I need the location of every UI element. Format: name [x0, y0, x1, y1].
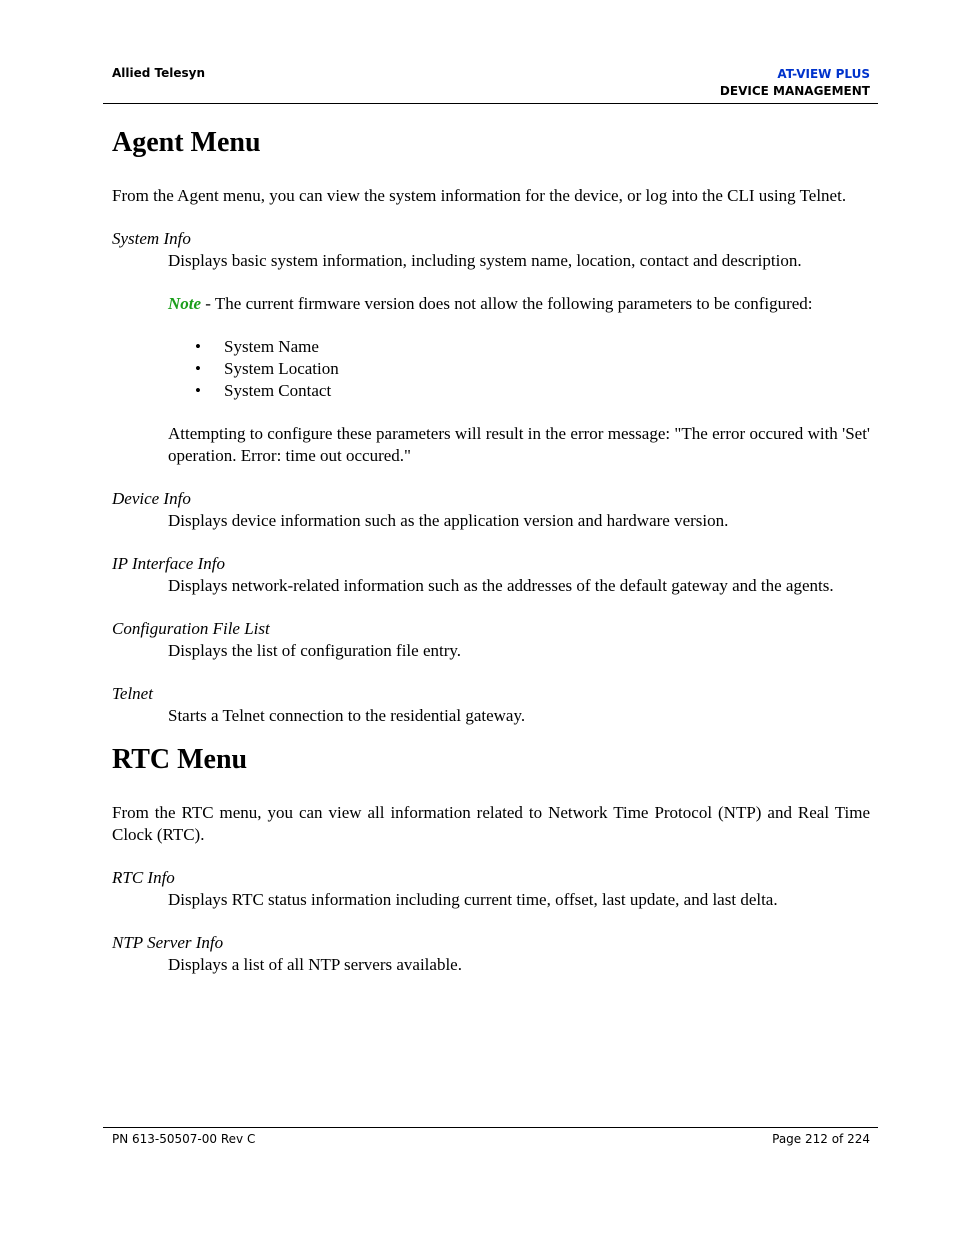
system-info-term: System Info [112, 229, 191, 248]
device-info-desc: Displays device information such as the application version and hardware version. [168, 511, 729, 530]
bullet-icon: • [195, 337, 201, 356]
note-text: - The current firmware version does not allow the following parameters to be configured: [201, 294, 813, 313]
configuration-file-list-desc: Displays the list of configuration file entry. [168, 641, 462, 660]
ip-interface-info-desc: Displays network-related information such as the addresses of the default gateway and the agents. [168, 576, 834, 595]
header-rule [103, 103, 878, 104]
parameter-list [168, 336, 870, 402]
main-content [112, 126, 870, 976]
note-label: Note [168, 294, 202, 313]
telnet-desc: Starts a Telnet connection to the residential gateway. [168, 706, 526, 725]
footer-rule [103, 1127, 878, 1128]
list-item: • System Contact [195, 381, 332, 400]
agent-intro: From the Agent menu, you can view the system information for the device, or log into the CLI using Telnet. [112, 186, 847, 205]
footer-part-number: PN 613-50507-00 Rev C [112, 1132, 256, 1146]
agent-menu-heading: Agent Menu [112, 127, 261, 158]
error-message-paragraph: Attempting to configure these parameters will result in the error message: "The error occured with 'Set' operation. Error: time out occured." [168, 424, 870, 465]
ip-interface-info-term: IP Interface Info [112, 554, 225, 573]
rtc-menu-heading: RTC Menu [112, 744, 248, 775]
note-paragraph [168, 293, 870, 315]
list-item: • System Name [195, 337, 319, 356]
configuration-file-list-term: Configuration File List [112, 619, 270, 638]
bullet-icon: • [195, 381, 201, 400]
header-company: Allied Telesyn [112, 66, 206, 80]
ntp-server-info-term: NTP Server Info [112, 933, 224, 952]
header-section: DEVICE MANAGEMENT [719, 84, 870, 98]
header-product: AT-VIEW PLUS [777, 67, 870, 81]
device-info-term: Device Info [112, 489, 191, 508]
rtc-info-desc: Displays RTC status information including current time, offset, last update, and last delta. [168, 890, 778, 909]
header-right [720, 66, 870, 100]
footer-page-number: Page 212 of 224 [772, 1132, 870, 1146]
system-info-desc: Displays basic system information, including system name, location, contact and description. [168, 251, 802, 270]
ntp-server-info-desc: Displays a list of all NTP servers available. [168, 955, 462, 974]
bullet-icon: • [195, 359, 201, 378]
rtc-info-term: RTC Info [112, 868, 175, 887]
rtc-intro: From the RTC menu, you can view all information related to Network Time Protocol (NTP) and Real Time Clock (RTC). [112, 803, 870, 844]
list-item: • System Location [195, 359, 339, 378]
telnet-term: Telnet [112, 684, 153, 703]
